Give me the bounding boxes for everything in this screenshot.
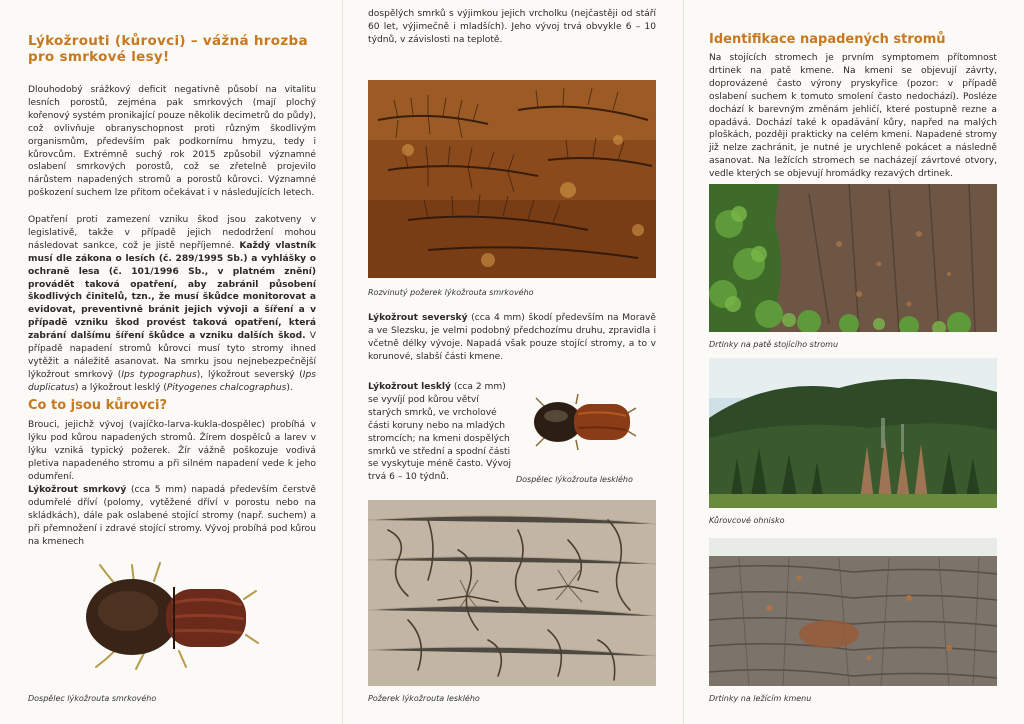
spruce-beetle-paragraph [28, 484, 316, 549]
gallery-photo-spruce [368, 80, 656, 278]
spruce-beetle-continued: dospělých smrků s výjimkou jejich vrcholku (nejčastěji od stáří 60 let, výjimečně i mladších). Jeho vývoj trvá obvykle 6 – 10 týdnů, v závislosti na teplotě. [368, 9, 656, 45]
page-left [0, 0, 342, 724]
shiny-beetle-paragraph [368, 381, 512, 484]
caption-spruce-beetle: Dospělec lýkožrouta smrkového [28, 694, 157, 703]
page-middle [342, 0, 683, 724]
spruce-beetle-photo [74, 555, 264, 675]
caption-gallery-shiny: Požerek lýkožrouta lesklého [368, 694, 480, 703]
latin-name-2: Ips duplicatus [28, 369, 316, 393]
photo-lying-trunk [709, 538, 997, 686]
caption-gallery-spruce: Rozvinutý požerek lýkožrouta smrkového [368, 288, 534, 297]
shiny-beetle-name: Lýkožrout lesklý [368, 382, 451, 392]
northern-beetle-text: (cca 4 mm) škodí především na Moravě a ve Slezsku, je velmi podobný předchozímu druhu, zpravidla i včetně délky vývoje. Napadá však pouze stojící stromy, a to v korunové, slabší části kmene. [368, 313, 656, 362]
latin-name-3: Pityogenes chalcographus [166, 382, 287, 393]
main-title: Lýkožrouti (kůrovci) – vážná hrozba pro smrkové lesy! [28, 33, 308, 65]
caption-base-of-tree: Drtinky na patě stojícího stromu [709, 340, 839, 349]
caption-lying-trunk: Drtinky na ležícím kmenu [709, 694, 812, 703]
shiny-beetle-text: (cca 2 mm) se vyvíjí pod kůrou větví starých smrků, ve vrcholové části koruny nebo na mladých stromcích; na kmeni dospělých smrků ve střední a spodní části se vyskytuje méně často. Vývoj trvá 6 – 10 týdnů. [368, 382, 511, 483]
legislation-bold: Každý vlastník musí dle zákona o lesích (č. 289/1995 Sb.) a vyhlášky o ochraně lesa (č. 101/1996 Sb., v platném znění) provádět taková opatření, aby zabránil působení škodlivých činitelů, tzn., že musí škůdce monitorovat a evidovat, preventivně bránit jejich vývoji a šíření a v případě vzniku škod provést taková opatření, která zabrání dalšímu šíření škůdce a vzniku dalších škod. [28, 240, 316, 342]
spruce-beetle-text: (cca 5 mm) napadá především čerstvě odumřelé dříví (polomy, vytěžené dříví v porostu nebo na skládkách), dále pak oslabené stojící stromy (např. suchem) a při přemnožení i zdravé stojící stromy. Vývoj probíhá pod kůrou na kmenech [28, 485, 316, 547]
northern-beetle-name: Lýkožrout severský [368, 313, 468, 323]
legislation-text-2: V případě napadení stromů kůrovci musí tyto stromy ihned vytěžit a náležitě asanovat. Na smrku jsou nejnebezpečnější lýkožrout smrkový ( [28, 331, 316, 380]
legislation-paragraph [28, 214, 316, 395]
northern-beetle-paragraph [368, 312, 656, 364]
caption-shiny-beetle: Dospělec lýkožrouta lesklého [516, 475, 633, 484]
spruce-beetle-name: Lýkožrout smrkový [28, 485, 127, 495]
intro-paragraph: Dlouhodobý srážkový deficit negativně působí na vitalitu lesních porostů, zejména pak smrkových (mají plochý kořenový systém pronikající pouze několik decimetrů do půdy), což ovlivňuje obranyschopnost proti různým škodlivým organismům, především pak podkornímu hmyzu, tedy i kůrovcům. Extrémně suchý rok 2015 způsobil významné oslabení smrkových porostů, což se zřetelně projevilo nárůstem napadených stromů a porostů kůrovci. Významné poškození suchem lze přitom očekávat i v následujících letech. [28, 85, 316, 199]
latin-name-1: Ips typographus [121, 369, 197, 380]
legislation-text-4: ) a lýkožrout lesklý ( [75, 382, 167, 393]
legislation-text-3: ), lýkožrout severský ( [196, 369, 303, 380]
identification-paragraph: Na stojících stromech je prvním symptomem přítomnost drtinek na patě kmene. Na kmeni se objevují závrty, doprovázené často výrony pryskyřice (pozor: v případě oslabení suchem k tomuto smolení často nedochází). Posléze dochází k barevným změnám jehličí, které postupně rezne a opadává. Dochází také k opadávání kůry, napřed na malých ploškách, později prakticky na celém kmeni. Napadené stromy již nelze zachránit, je nutné je urychleně pokácet a následně asanovat. Na ležících stromech se nacházejí závrtové otvory, vedle kterých se objevují hromádky rezavých drtinek. [709, 53, 997, 180]
caption-outbreak: Kůrovcové ohnisko [709, 516, 785, 525]
shiny-beetle-photo [526, 390, 644, 454]
photo-base-of-tree [709, 184, 997, 332]
photo-bark-beetle-outbreak [709, 358, 997, 508]
legislation-text-5: ). [286, 382, 293, 393]
section-heading-what: Co to jsou kůrovci? [28, 398, 167, 413]
identification-title: Identifikace napadených stromů [709, 32, 946, 47]
gallery-photo-shiny [368, 500, 656, 686]
what-paragraph: Brouci, jejichž vývoj (vajíčko-larva-kukla-dospělec) probíhá v lýku pod kůrou napadených stromů. Žírem dospělců a larev v lýku vzniká typický požerek. Žír vážně poškozuje vodivá pletiva napadeného stromu a při silném napadení vede k jeho odumření. [28, 420, 316, 482]
legislation-text: Opatření proti zamezení vzniku škod jsou zakotveny v legislativě, takže v případě jejich nedodržení mohou následovat sankce, což je jistě nepříjemné. [28, 215, 316, 251]
page-right [683, 0, 1024, 724]
